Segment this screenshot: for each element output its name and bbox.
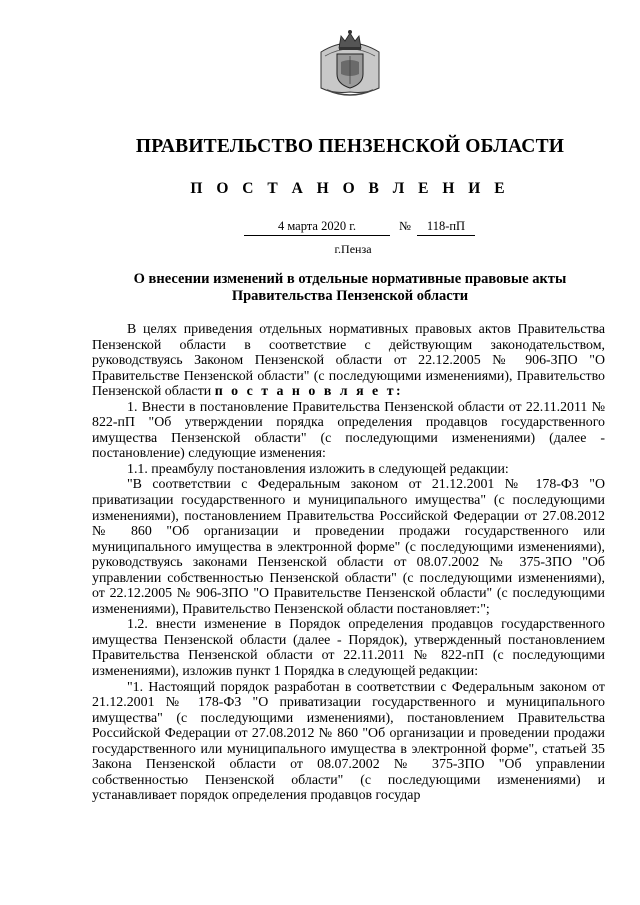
paragraph-preamble-new: "В соответствии с Федеральным законом от 21.12.2001 № 178-ФЗ "О приватизации государственного и муниципального имущества" (с последующими изменениями), постановлением Правительства Российской Федерации от 27.08.2012 № 860 "Об организации и проведении продажи государственного или муниципального имущества в электронной форме" (с последующими изменениями), руководствуясь законами Пензенской области от 08.07.2002 № 375-ЗПО "Об управлении собственностью Пензенской области" (с последующими изменениями), от 22.12.2005 № 906-ЗПО "О Правительстве Пензенской области" (с последующими изменениями), Правительство Пензенской области постановляет:";: [92, 477, 605, 617]
subject-line-1: О внесении изменений в отдельные нормативные правовые акты: [133, 271, 567, 287]
coat-of-arms-icon: [317, 28, 383, 100]
preamble-text: В целях приведения отдельных нормативных правовых актов Правительства Пензенской области в соответствие с действующим законодательством, руководствуясь Законом Пензенской области от 22.12.2005 № 906-ЗПО "О Правительстве Пензенской области" (с последующими изменениями), Правительство Пензенской области: [92, 322, 605, 400]
paragraph-1: 1. Внести в постановление Правительства Пензенской области от 22.11.2011 № 822-пП "Об утверждении порядка определения продавцов государственного имущества Пензенской области" (с последующими изменениями) (далее - постановление) следующие изменения:: [92, 399, 605, 462]
document-type: П О С Т А Н О В Л Е Н И Е: [190, 180, 510, 197]
decree-word: п о с т а н о в л я е т:: [214, 384, 404, 400]
city: г.Пенза: [334, 242, 372, 256]
government-title: ПРАВИТЕЛЬСТВО ПЕНЗЕНСКОЙ ОБЛАСТИ: [135, 136, 565, 157]
document-date: 4 марта 2020 г.: [244, 219, 390, 236]
document-body: [92, 322, 605, 804]
paragraph-procedure-1: "1. Настоящий порядок разработан в соответствии с Федеральным законом от 21.12.2001 № 178-ФЗ "О приватизации государственного и муниципального имущества" (с последующими изменениями), постановлением Правительства Российской Федерации от 27.08.2012 № 860 "Об организации и проведении продажи государственного или муниципального имущества в электронной форме", статьей 35 Закона Пензенской области от 08.07.2002 № 375-ЗПО "Об управлении собственностью Пензенской области" (с последующими изменениями) и устанавливает порядок определения продавцов государ: [92, 679, 605, 804]
paragraph-preamble: [92, 322, 605, 400]
paragraph-1-1: 1.1. преамбулу постановления изложить в следующей редакции:: [127, 461, 509, 477]
document-number: 118-пП: [417, 219, 475, 236]
number-sign: №: [399, 219, 411, 233]
paragraph-1-2: 1.2. внести изменение в Порядок определения продавцов государственного имущества Пензенской области (далее - Порядок), утвержденный постановлением Правительства Пензенской области от 22.11.2011 № 822-пП (с последующими изменениями), изложив пункт 1 Порядка в следующей редакции:: [92, 617, 605, 680]
subject-line-2: Правительства Пензенской области: [231, 288, 469, 304]
document-subject: [110, 271, 590, 305]
